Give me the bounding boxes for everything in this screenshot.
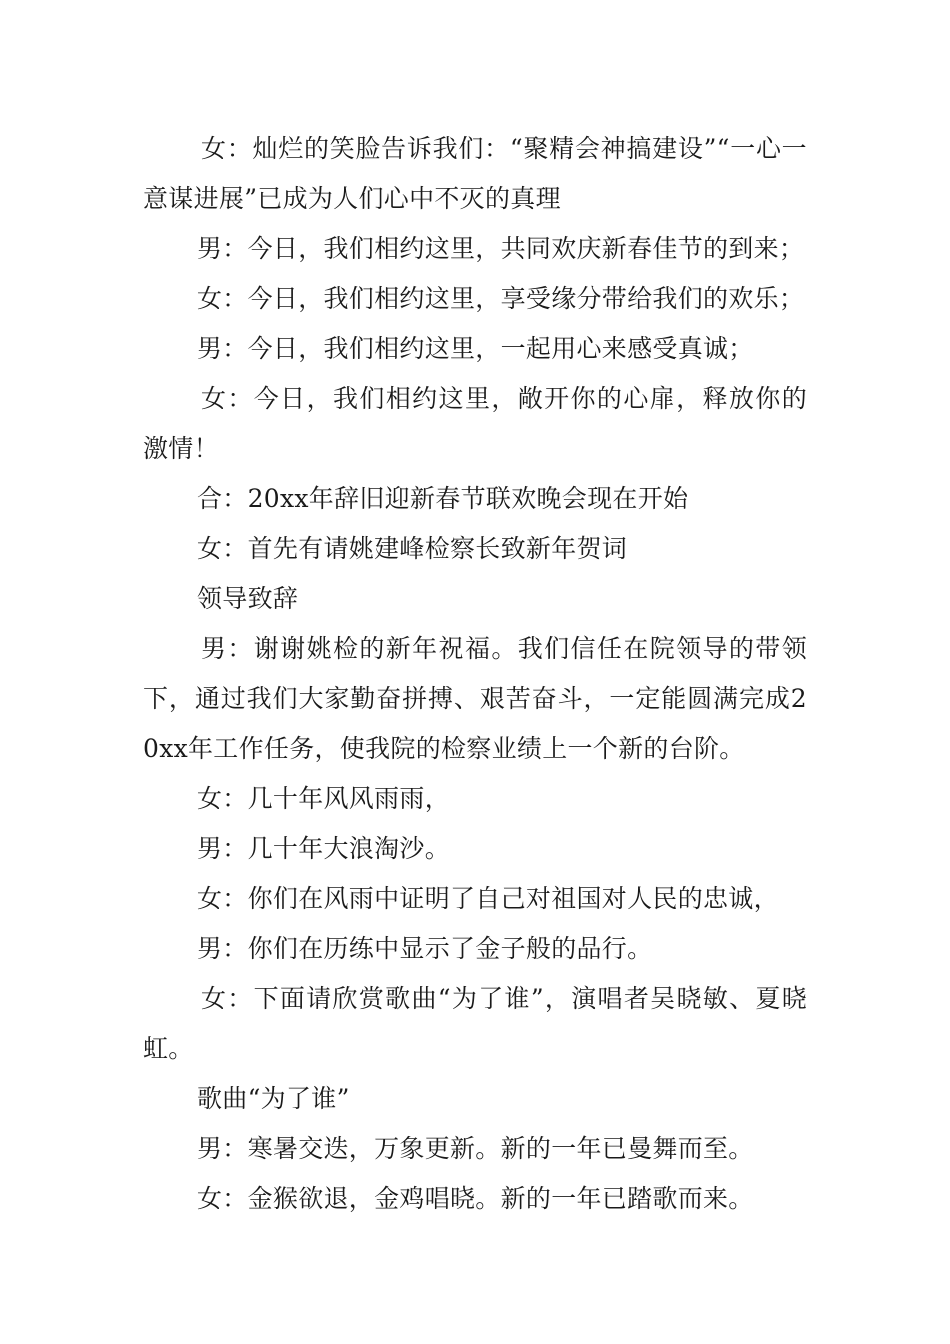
paragraph-10: 女：几十年风风雨雨， — [197, 784, 451, 813]
paragraph-5: 女：今日，我们相约这里，敞开你的心扉，释放你的激情！ — [143, 384, 807, 463]
paragraph-11: 男：几十年大浪淘沙。 — [197, 834, 451, 863]
paragraph-14: 女：下面请欣赏歌曲“为了谁”，演唱者吴晓敏、夏晓虹。 — [143, 984, 807, 1063]
paragraph-12: 女：你们在风雨中证明了自己对祖国对人民的忠诚， — [197, 884, 779, 913]
paragraph-2: 男：今日，我们相约这里，共同欢庆新春佳节的到来； — [197, 234, 805, 263]
document-body — [143, 124, 807, 1224]
paragraph-13: 男：你们在历练中显示了金子般的品行。 — [197, 934, 653, 963]
paragraph-7: 女：首先有请姚建峰检察长致新年贺词 — [197, 534, 628, 563]
section-heading-leader-speech: 领导致辞 — [197, 584, 299, 613]
paragraph-3: 女：今日，我们相约这里，享受缘分带给我们的欢乐； — [197, 284, 805, 313]
paragraph-4: 男：今日，我们相约这里，一起用心来感受真诚； — [197, 334, 754, 363]
paragraph-6: 合：20xx年辞旧迎新春节联欢晚会现在开始 — [197, 484, 689, 513]
section-heading-song: 歌曲“为了谁” — [197, 1084, 350, 1113]
paragraph-16: 男：寒暑交迭，万象更新。新的一年已曼舞而至。 — [197, 1134, 754, 1163]
paragraph-17: 女：金猴欲退，金鸡唱晓。新的一年已踏歌而来。 — [197, 1184, 754, 1213]
paragraph-9: 男：谢谢姚检的新年祝福。我们信任在院领导的带领下，通过我们大家勤奋拼搏、艰苦奋斗，一定能圆满完成20xx年工作任务，使我院的检察业绩上一个新的台阶。 — [143, 634, 807, 763]
paragraph-1: 女：灿烂的笑脸告诉我们：“聚精会神搞建设”“一心一意谋进展”已成为人们心中不灭的真理 — [143, 134, 807, 213]
